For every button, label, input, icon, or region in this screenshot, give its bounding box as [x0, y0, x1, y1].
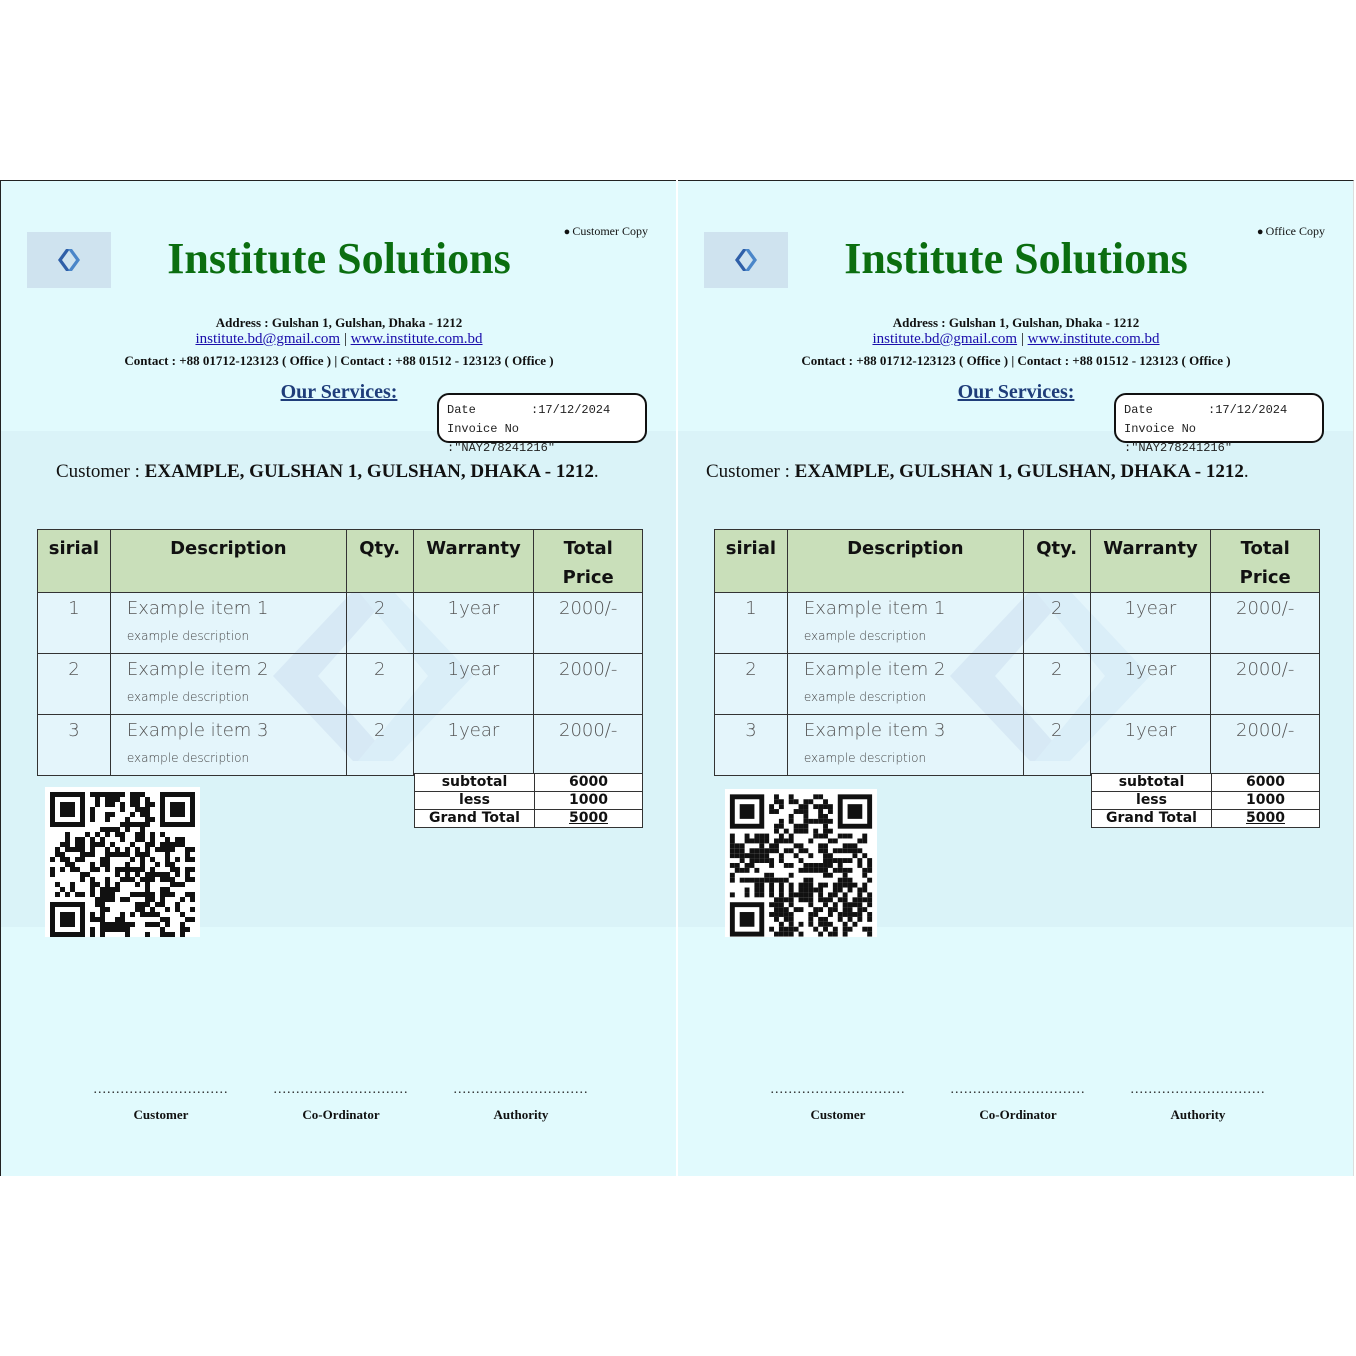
grand-total-label: Grand Total — [415, 810, 535, 828]
website-link[interactable]: www.institute.com.bd — [1027, 331, 1160, 347]
item-description: example description — [126, 690, 250, 704]
header-total-price: Total Price — [534, 530, 643, 593]
invoice-sheet-customer-copy — [0, 180, 676, 1176]
less-label: less — [1092, 792, 1212, 810]
signature-customer: .............................. Customer — [770, 1082, 906, 1122]
cell-price: 2000/- — [534, 715, 643, 776]
subtotal-value: 6000 — [535, 774, 643, 792]
less-value: 1000 — [1212, 792, 1320, 810]
company-contact: Contact : +88 01712-123123 ( Office ) | Contact : +88 01512 - 123123 ( Office ) — [124, 353, 554, 368]
cell-price: 2000/- — [534, 654, 643, 715]
link-separator: | — [343, 331, 347, 347]
cell-price: 2000/- — [1211, 593, 1320, 654]
totals-table — [414, 773, 643, 828]
customer-value: EXAMPLE, GULSHAN 1, GULSHAN, DHAKA - 1212 — [144, 461, 594, 482]
company-name: Institute Solutions — [844, 234, 1188, 283]
cell-warranty: 1year — [1090, 654, 1211, 715]
less-label: less — [415, 792, 535, 810]
subtotal-label: subtotal — [415, 774, 535, 792]
cell-qty: 2 — [1023, 654, 1090, 715]
cell-price: 2000/- — [534, 593, 643, 654]
qr-code-icon — [45, 787, 200, 937]
cell-warranty: 1year — [1090, 593, 1211, 654]
item-description: example description — [803, 629, 927, 643]
cell-serial: 3 — [38, 715, 111, 776]
grand-total-value: 5000 — [1212, 810, 1320, 828]
company-contact: Contact : +88 01712-123123 ( Office ) | Contact : +88 01512 - 123123 ( Office ) — [801, 353, 1231, 368]
less-row — [415, 792, 643, 810]
logo-chevrons-icon — [54, 247, 84, 273]
cell-warranty: 1year — [413, 593, 534, 654]
subtotal-row — [1092, 774, 1320, 792]
cell-qty: 2 — [1023, 593, 1090, 654]
cell-qty: 2 — [346, 593, 413, 654]
header-warranty: Warranty — [413, 530, 534, 593]
company-links — [678, 331, 1354, 348]
grand-total-row — [415, 810, 643, 828]
less-row — [1092, 792, 1320, 810]
bullet-icon: ● — [1256, 226, 1264, 238]
bullet-icon: ● — [563, 226, 571, 238]
header-qty: Qty. — [346, 530, 413, 593]
header-serial: sirial — [715, 530, 788, 593]
cell-price: 2000/- — [1211, 715, 1320, 776]
less-value: 1000 — [535, 792, 643, 810]
subtotal-value: 6000 — [1212, 774, 1320, 792]
signature-authority: .............................. Authority — [453, 1082, 589, 1122]
date-label: Date — [447, 403, 476, 417]
table-row — [715, 593, 1320, 654]
date-label: Date — [1124, 403, 1153, 417]
cell-description — [787, 715, 1023, 776]
cell-qty: 2 — [346, 715, 413, 776]
cell-serial: 2 — [38, 654, 111, 715]
signature-coordinator: .............................. Co-Ordinator — [273, 1082, 409, 1122]
company-name: Institute Solutions — [167, 234, 511, 283]
customer-line: Customer : EXAMPLE, GULSHAN 1, GULSHAN, DHAKA - 1212. — [706, 461, 1249, 482]
item-name: Example item 2 — [126, 659, 269, 680]
email-link[interactable]: institute.bd@gmail.com — [195, 331, 341, 347]
item-description: example description — [126, 629, 250, 643]
copy-label: ● Office Copy — [1256, 224, 1325, 238]
invoice-no-value: :"NAY278241216" — [447, 441, 556, 455]
invoice-no-label: Invoice No — [1124, 422, 1197, 436]
company-address: Address : Gulshan 1, Gulshan, Dhaka - 1212 — [892, 315, 1140, 330]
link-separator: | — [1020, 331, 1024, 347]
table-row — [38, 715, 643, 776]
item-name: Example item 3 — [803, 720, 946, 741]
items-table — [37, 529, 643, 776]
qr-code-icon — [725, 789, 877, 937]
customer-line: Customer : EXAMPLE, GULSHAN 1, GULSHAN, DHAKA - 1212. — [56, 461, 599, 482]
table-row — [38, 593, 643, 654]
cell-serial: 2 — [715, 654, 788, 715]
cell-warranty: 1year — [413, 654, 534, 715]
date-value: :17/12/2024 — [531, 403, 611, 417]
company-links — [1, 331, 676, 348]
date-invoice-box — [437, 393, 647, 455]
header-total-price: Total Price — [1211, 530, 1320, 593]
cell-description — [110, 654, 346, 715]
invoice-no-label: Invoice No — [447, 422, 520, 436]
cell-warranty: 1year — [1090, 715, 1211, 776]
date-value: :17/12/2024 — [1208, 403, 1288, 417]
grand-total-row — [1092, 810, 1320, 828]
cell-qty: 2 — [1023, 715, 1090, 776]
signature-coordinator: .............................. Co-Ordinator — [950, 1082, 1086, 1122]
signature-customer: .............................. Customer — [93, 1082, 229, 1122]
item-description: example description — [803, 690, 927, 704]
cell-serial: 1 — [715, 593, 788, 654]
header-qty: Qty. — [1023, 530, 1090, 593]
logo-chevrons-icon — [731, 247, 761, 273]
item-name: Example item 1 — [803, 598, 946, 619]
subtotal-row — [415, 774, 643, 792]
table-header-row — [715, 530, 1320, 593]
item-name: Example item 3 — [126, 720, 269, 741]
copy-label: ● Customer Copy — [563, 224, 648, 238]
invoice-sheet-office-copy — [678, 180, 1354, 1176]
item-description: example description — [803, 751, 927, 765]
customer-value: EXAMPLE, GULSHAN 1, GULSHAN, DHAKA - 1212 — [794, 461, 1244, 482]
company-address: Address : Gulshan 1, Gulshan, Dhaka - 1212 — [215, 315, 463, 330]
email-link[interactable]: institute.bd@gmail.com — [872, 331, 1018, 347]
date-invoice-box — [1114, 393, 1324, 455]
item-name: Example item 2 — [803, 659, 946, 680]
cell-serial: 1 — [38, 593, 111, 654]
signature-authority: .............................. Authority — [1130, 1082, 1266, 1122]
cell-description — [787, 593, 1023, 654]
services-heading: Our Services: — [280, 381, 398, 403]
website-link[interactable]: www.institute.com.bd — [350, 331, 483, 347]
table-row — [715, 654, 1320, 715]
signature-area — [71, 1083, 611, 1123]
cell-description — [110, 715, 346, 776]
table-header-row — [38, 530, 643, 593]
cell-warranty: 1year — [413, 715, 534, 776]
services-heading: Our Services: — [957, 381, 1075, 403]
header-description: Description — [787, 530, 1023, 593]
item-description: example description — [126, 751, 250, 765]
signature-area — [748, 1083, 1288, 1123]
cell-description — [110, 593, 346, 654]
totals-table — [1091, 773, 1320, 828]
invoice-no-value: :"NAY278241216" — [1124, 441, 1233, 455]
item-name: Example item 1 — [126, 598, 269, 619]
table-row — [715, 715, 1320, 776]
customer-label: Customer : — [706, 461, 790, 482]
company-logo — [704, 232, 788, 288]
subtotal-label: subtotal — [1092, 774, 1212, 792]
header-description: Description — [110, 530, 346, 593]
cell-qty: 2 — [346, 654, 413, 715]
cell-serial: 3 — [715, 715, 788, 776]
customer-label: Customer : — [56, 461, 140, 482]
header-warranty: Warranty — [1090, 530, 1211, 593]
grand-total-label: Grand Total — [1092, 810, 1212, 828]
company-logo — [27, 232, 111, 288]
cell-price: 2000/- — [1211, 654, 1320, 715]
items-table — [714, 529, 1320, 776]
header-serial: sirial — [38, 530, 111, 593]
table-row — [38, 654, 643, 715]
grand-total-value: 5000 — [535, 810, 643, 828]
cell-description — [787, 654, 1023, 715]
